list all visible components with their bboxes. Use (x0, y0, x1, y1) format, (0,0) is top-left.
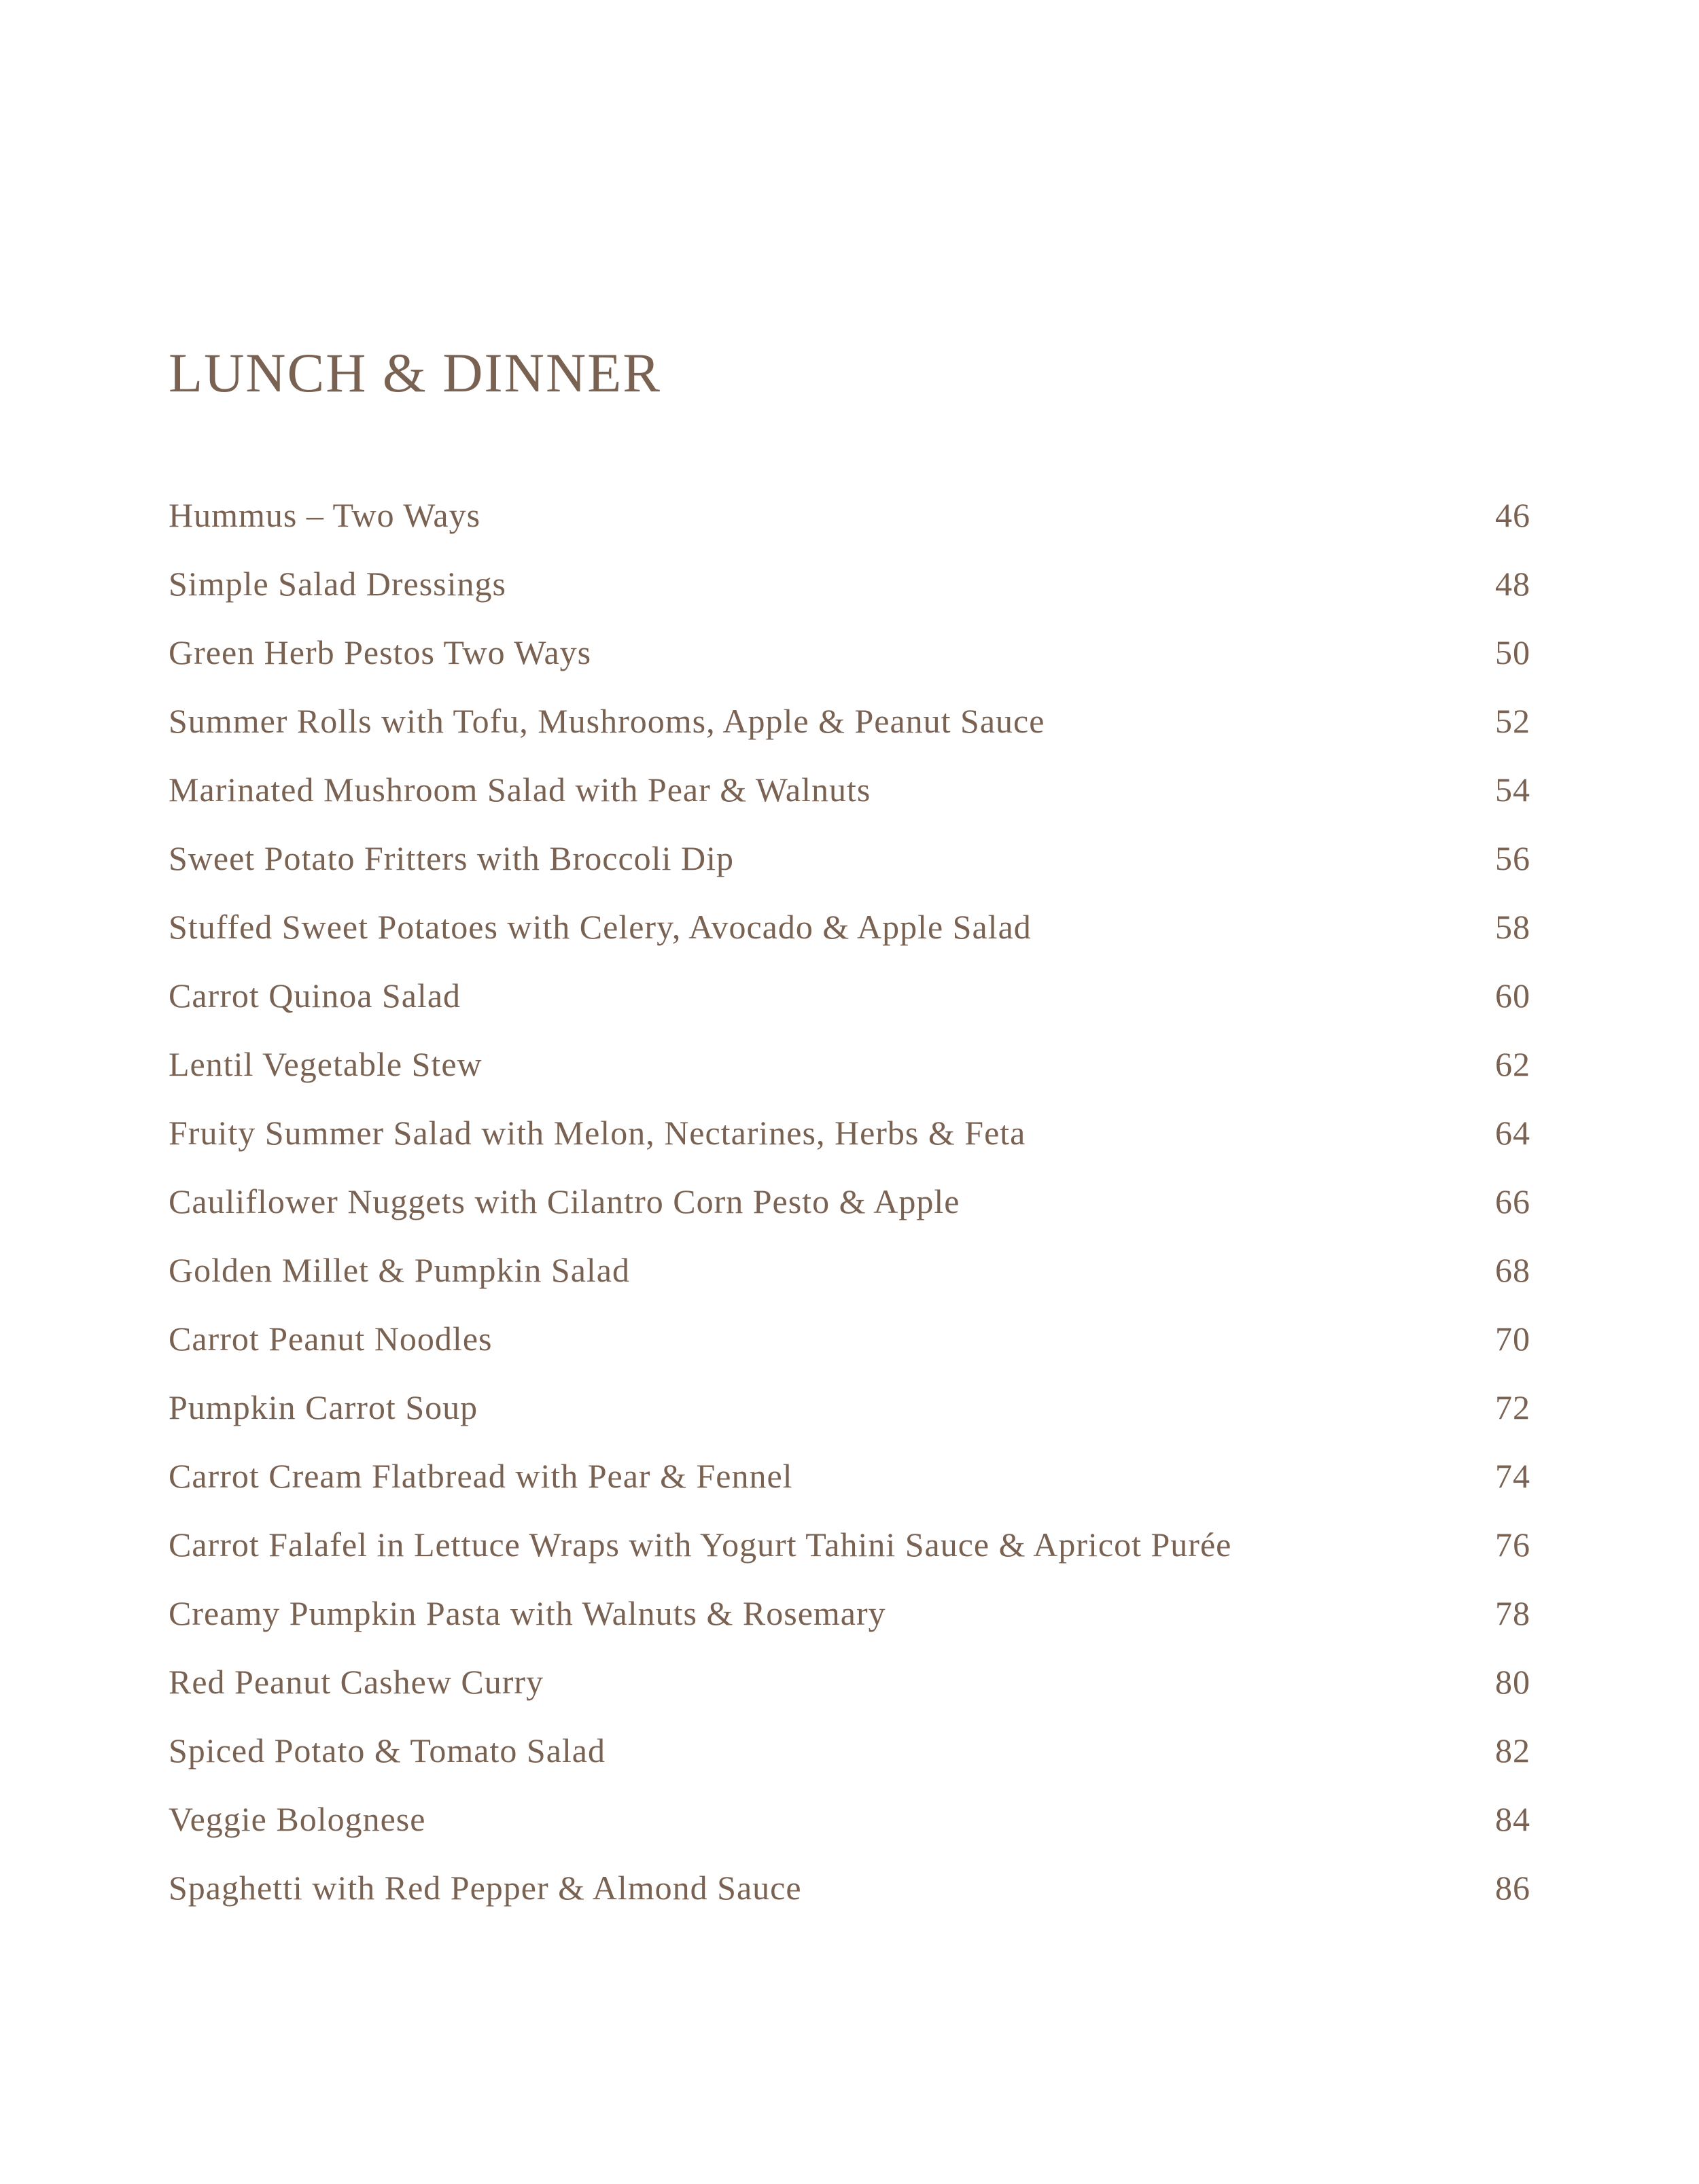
toc-entry (169, 687, 1530, 756)
toc-entry-title: Summer Rolls with Tofu, Mushrooms, Apple & Peanut Sauce (169, 702, 1045, 740)
toc-entry (169, 824, 1530, 893)
toc-entry-title: Veggie Bolognese (169, 1800, 426, 1838)
toc-entry (169, 1236, 1530, 1305)
toc-entry-title: Carrot Cream Flatbread with Pear & Fennel (169, 1457, 793, 1495)
toc-entry-title: Carrot Falafel in Lettuce Wraps with Yogurt Tahini Sauce & Apricot Purée (169, 1526, 1232, 1564)
toc-entry-page: 68 (1495, 1251, 1530, 1289)
toc-entry (169, 1373, 1530, 1442)
toc-entry (169, 1648, 1530, 1716)
table-of-contents (169, 481, 1530, 1922)
section-title: LUNCH & DINNER (169, 342, 661, 404)
toc-entry (169, 1099, 1530, 1167)
toc-entry-title: Sweet Potato Fritters with Broccoli Dip (169, 839, 734, 877)
toc-entry-title: Red Peanut Cashew Curry (169, 1663, 544, 1701)
toc-entry (169, 1167, 1530, 1236)
toc-entry-page: 78 (1495, 1594, 1530, 1632)
toc-entry-page: 76 (1495, 1526, 1530, 1564)
toc-entry (169, 893, 1530, 962)
toc-entry-page: 84 (1495, 1800, 1530, 1838)
toc-entry-title: Green Herb Pestos Two Ways (169, 633, 592, 671)
toc-entry (169, 481, 1530, 550)
toc-entry-page: 82 (1495, 1731, 1530, 1769)
toc-entry-page: 56 (1495, 839, 1530, 877)
toc-entry-title: Golden Millet & Pumpkin Salad (169, 1251, 630, 1289)
toc-entry-title: Spiced Potato & Tomato Salad (169, 1731, 606, 1769)
toc-entry-title: Hummus – Two Ways (169, 496, 481, 534)
toc-entry-title: Stuffed Sweet Potatoes with Celery, Avocado & Apple Salad (169, 908, 1032, 946)
toc-entry (169, 1442, 1530, 1511)
toc-entry (169, 1854, 1530, 1922)
toc-entry-page: 50 (1495, 633, 1530, 671)
toc-entry (169, 1785, 1530, 1854)
toc-entry-page: 52 (1495, 702, 1530, 740)
toc-entry-title: Cauliflower Nuggets with Cilantro Corn Pesto & Apple (169, 1182, 960, 1220)
toc-entry-page: 46 (1495, 496, 1530, 534)
toc-entry-page: 58 (1495, 908, 1530, 946)
toc-entry (169, 756, 1530, 824)
toc-entry-page: 86 (1495, 1869, 1530, 1907)
toc-entry-title: Marinated Mushroom Salad with Pear & Walnuts (169, 771, 871, 809)
toc-entry-page: 74 (1495, 1457, 1530, 1495)
toc-entry-page: 80 (1495, 1663, 1530, 1701)
toc-entry-title: Lentil Vegetable Stew (169, 1045, 483, 1083)
toc-entry (169, 1030, 1530, 1099)
toc-entry-page: 66 (1495, 1182, 1530, 1220)
toc-entry (169, 1716, 1530, 1785)
toc-entry-page: 60 (1495, 976, 1530, 1015)
toc-entry-page: 64 (1495, 1114, 1530, 1152)
toc-entry-page: 70 (1495, 1320, 1530, 1358)
toc-entry-page: 48 (1495, 565, 1530, 603)
toc-entry-title: Carrot Quinoa Salad (169, 976, 461, 1015)
toc-entry (169, 618, 1530, 687)
toc-entry (169, 550, 1530, 618)
toc-entry (169, 1579, 1530, 1648)
toc-entry-title: Pumpkin Carrot Soup (169, 1388, 478, 1426)
toc-entry-title: Carrot Peanut Noodles (169, 1320, 493, 1358)
toc-entry (169, 962, 1530, 1030)
toc-entry-page: 72 (1495, 1388, 1530, 1426)
toc-entry-title: Simple Salad Dressings (169, 565, 506, 603)
toc-entry (169, 1511, 1530, 1579)
toc-entry-title: Fruity Summer Salad with Melon, Nectarines, Herbs & Feta (169, 1114, 1026, 1152)
toc-entry (169, 1305, 1530, 1373)
toc-entry-page: 62 (1495, 1045, 1530, 1083)
toc-entry-title: Spaghetti with Red Pepper & Almond Sauce (169, 1869, 802, 1907)
toc-entry-title: Creamy Pumpkin Pasta with Walnuts & Rosemary (169, 1594, 886, 1632)
toc-entry-page: 54 (1495, 771, 1530, 809)
